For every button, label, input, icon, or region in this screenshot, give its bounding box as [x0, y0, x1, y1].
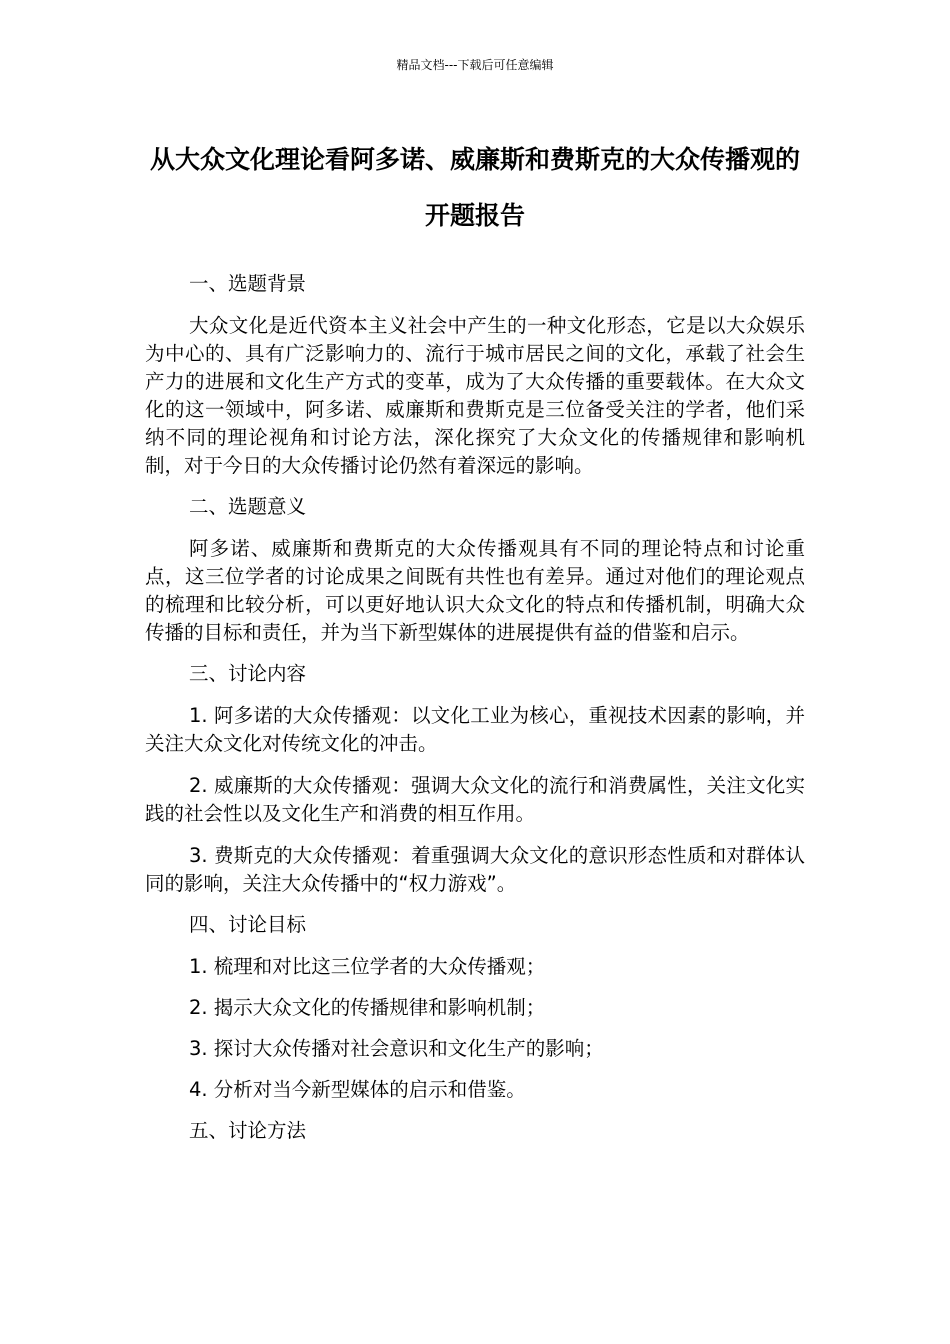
content-item: 3. 费斯克的大众传播观：着重强调大众文化的意识形态性质和对群体认同的影响，关注大众传播中的“权力游戏”。 — [145, 844, 805, 895]
content-item: 1. 阿多诺的大众传播观：以文化工业为核心，重视技术因素的影响，并关注大众文化对传统文化的冲击。 — [145, 704, 805, 755]
section-heading-background: 一、选题背景 — [189, 272, 307, 295]
goal-item: 1. 梳理和对比这三位学者的大众传播观； — [189, 955, 546, 978]
document-body — [145, 270, 805, 1145]
section-heading-significance: 二、选题意义 — [189, 495, 307, 518]
section-heading-methods: 五、讨论方法 — [189, 1119, 307, 1142]
paragraph-significance: 阿多诺、威廉斯和费斯克的大众传播观具有不同的理论特点和讨论重点，这三位学者的讨论成果之间既有共性也有差异。通过对他们的理论观点的梳理和比较分析，可以更好地认识大众文化的特点和传播机制，明确大众传播的目标和责任，并为当下新型媒体的进展提供有益的借鉴和启示。 — [145, 537, 805, 644]
page-header: 精品文档---下载后可任意编辑 — [396, 58, 554, 72]
document-title: 从大众文化理论看阿多诺、威廉斯和费斯克的大众传播观的开题报告 — [149, 145, 800, 230]
content-item: 2. 威廉斯的大众传播观：强调大众文化的流行和消费属性，关注文化实践的社会性以及文化生产和消费的相互作用。 — [145, 774, 805, 825]
goal-item: 3. 探讨大众传播对社会意识和文化生产的影响； — [189, 1037, 604, 1060]
goal-item: 4. 分析对当今新型媒体的启示和借鉴。 — [189, 1078, 526, 1101]
goal-item: 2. 揭示大众文化的传播规律和影响机制； — [189, 996, 546, 1019]
paragraph-background: 大众文化是近代资本主义社会中产生的一种文化形态，它是以大众娱乐为中心的、具有广泛影响力的、流行于城市居民之间的文化，承载了社会生产力的进展和文化生产方式的变革，成为了大众传播的重要载体。在大众文化的这一领域中，阿多诺、威廉斯和费斯克是三位备受关注的学者，他们采纳不同的理论视角和讨论方法，深化探究了大众文化的传播规律和影响机制，对于今日的大众传播讨论仍然有着深远的影响。 — [145, 314, 805, 477]
section-heading-goals: 四、讨论目标 — [189, 913, 307, 936]
section-heading-content: 三、讨论内容 — [189, 662, 307, 685]
